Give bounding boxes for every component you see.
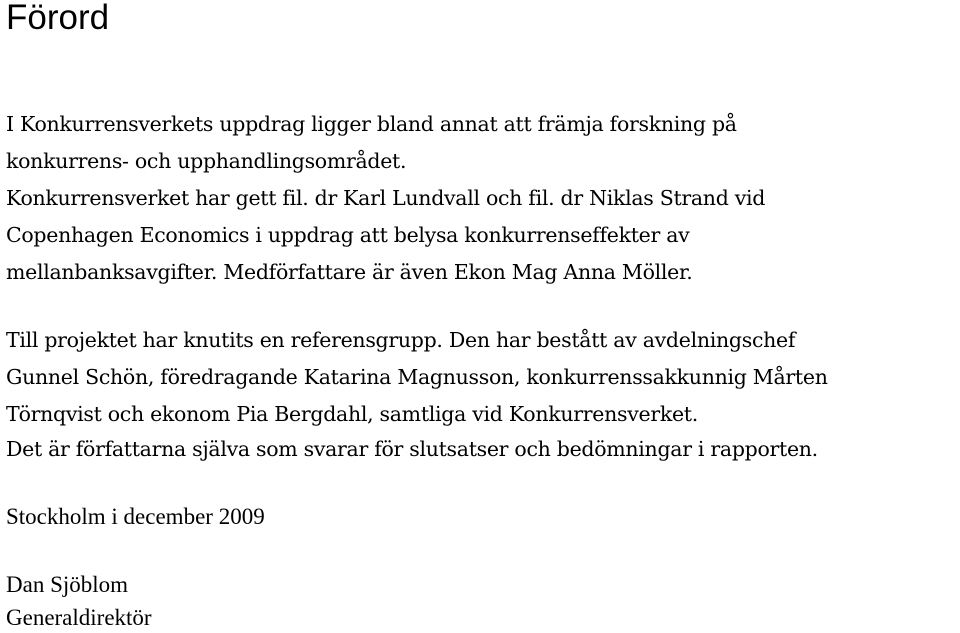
paragraph-line: I Konkurrensverkets uppdrag ligger bland annat att främja forskning på [6,112,737,136]
paragraph-line: Konkurrensverket har gett fil. dr Karl Lundvall och fil. dr Niklas Strand vid [6,186,766,210]
paragraph-line: Gunnel Schön, föredragande Katarina Magnusson, konkurrenssakkunnig Mårten [6,365,828,389]
paragraph-line: Till projektet har knutits en referensgrupp. Den har bestått av avdelningschef [6,328,796,352]
page-title: Förord [6,0,110,37]
document-page [6,0,956,631]
paragraph-line: Det är författarna själva som svarar för slutsatser och bedömningar i rapporten. [6,437,818,461]
paragraph-line: Copenhagen Economics i uppdrag att belysa konkurrenseffekter av [6,223,690,247]
signatory-title: Generaldirektör [6,605,152,630]
paragraph-line: konkurrens- och upphandlingsområdet. [6,149,407,173]
paragraph-line: mellanbanksavgifter. Medförfattare är även Ekon Mag Anna Möller. [6,260,693,284]
paragraph-line: Törnqvist och ekonom Pia Bergdahl, samtliga vid Konkurrensverket. [6,402,698,426]
signatory-name: Dan Sjöblom [6,572,129,597]
place-and-date: Stockholm i december 2009 [6,504,265,529]
